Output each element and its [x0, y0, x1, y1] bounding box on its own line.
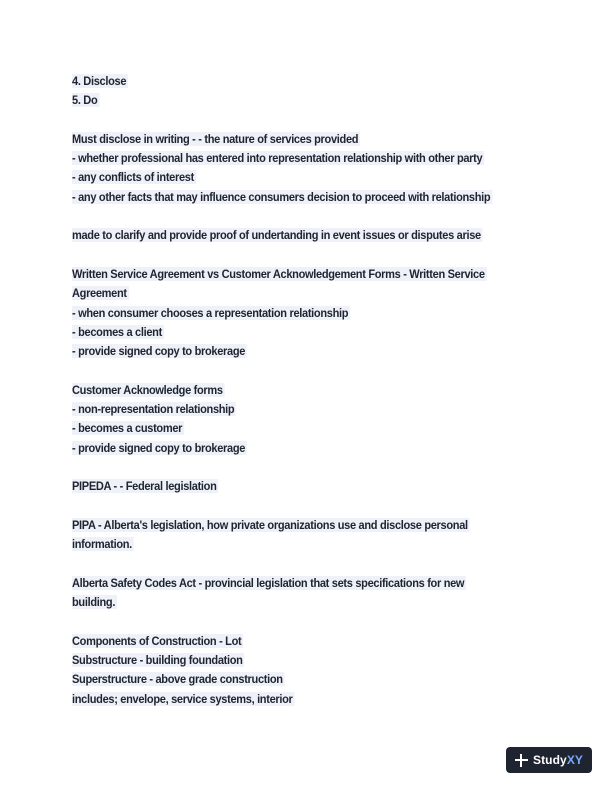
text-line-content: Superstructure - above grade construction [72, 672, 283, 687]
text-line-content: - whether professional has entered into representation relationship with other party [72, 151, 483, 166]
text-line [72, 130, 504, 149]
text-line [72, 284, 504, 303]
text-line [72, 342, 504, 361]
text-line-content: information. [72, 537, 132, 552]
text-line [72, 516, 504, 535]
text-line [72, 149, 504, 168]
text-line [72, 670, 504, 689]
paragraph-gap [72, 497, 504, 516]
text-line [72, 439, 504, 458]
text-line [72, 651, 504, 670]
text-line [72, 323, 504, 342]
studyxy-badge[interactable] [506, 747, 592, 773]
text-line-content: Customer Acknowledge forms [72, 382, 223, 397]
text-line-content: 4. Disclose [72, 74, 127, 88]
text-line-content: - any other facts that may influence consumers decision to proceed with relationship [72, 189, 491, 204]
paragraph-gap [72, 111, 504, 130]
brand-name [533, 753, 583, 767]
text-line-content: Written Service Agreement vs Customer Acknowledgement Forms - Written Service [72, 266, 485, 281]
text-line [72, 188, 504, 207]
text-line-content: - when consumer chooses a representation relationship [72, 305, 349, 320]
text-line-content: Alberta Safety Codes Act - provincial legislation that sets specifications for new [72, 575, 465, 590]
text-line [72, 91, 504, 110]
text-line [72, 574, 504, 593]
text-line [72, 381, 504, 400]
text-line-content: Components of Construction - Lot [72, 633, 242, 648]
document-body [72, 72, 504, 709]
paragraph-gap [72, 246, 504, 265]
text-line-content: made to clarify and provide proof of undertanding in event issues or disputes arise [72, 228, 481, 243]
text-line-content: - provide signed copy to brokerage [72, 440, 246, 455]
text-line-content: includes; envelope, service systems, interior [72, 691, 293, 706]
text-line [72, 535, 504, 554]
text-line [72, 593, 504, 612]
text-line-content: 5. Do [72, 93, 98, 108]
paragraph-gap [72, 207, 504, 226]
paragraph-gap [72, 361, 504, 380]
brand-accent: XY [566, 753, 584, 767]
text-line [72, 168, 504, 187]
text-line-content: - becomes a client [72, 324, 162, 339]
text-line [72, 690, 504, 709]
text-line-content: - provide signed copy to brokerage [72, 344, 246, 359]
text-line-content: PIPEDA - - Federal legislation [72, 479, 217, 494]
text-line [72, 265, 504, 284]
paragraph-gap [72, 458, 504, 477]
text-line-content: building. [72, 595, 116, 610]
paragraph-gap [72, 554, 504, 573]
text-line-content: - non-representation relationship [72, 402, 235, 417]
text-line-content: Must disclose in writing - - the nature of services provided [72, 131, 359, 146]
text-line-content: Agreement [72, 286, 127, 301]
text-line [72, 72, 504, 91]
text-line-content: PIPA - Alberta's legislation, how private organizations use and disclose personal [72, 517, 468, 532]
text-line [72, 400, 504, 419]
text-line-content: - any conflicts of interest [72, 170, 194, 185]
text-line [72, 304, 504, 323]
plus-icon [515, 754, 528, 767]
text-line [72, 419, 504, 438]
paragraph-gap [72, 612, 504, 631]
text-line [72, 226, 504, 245]
brand-main: Study [532, 753, 567, 767]
text-line [72, 477, 504, 496]
text-line-content: Substructure - building foundation [72, 652, 243, 667]
text-line [72, 632, 504, 651]
text-line-content: - becomes a customer [72, 421, 183, 436]
